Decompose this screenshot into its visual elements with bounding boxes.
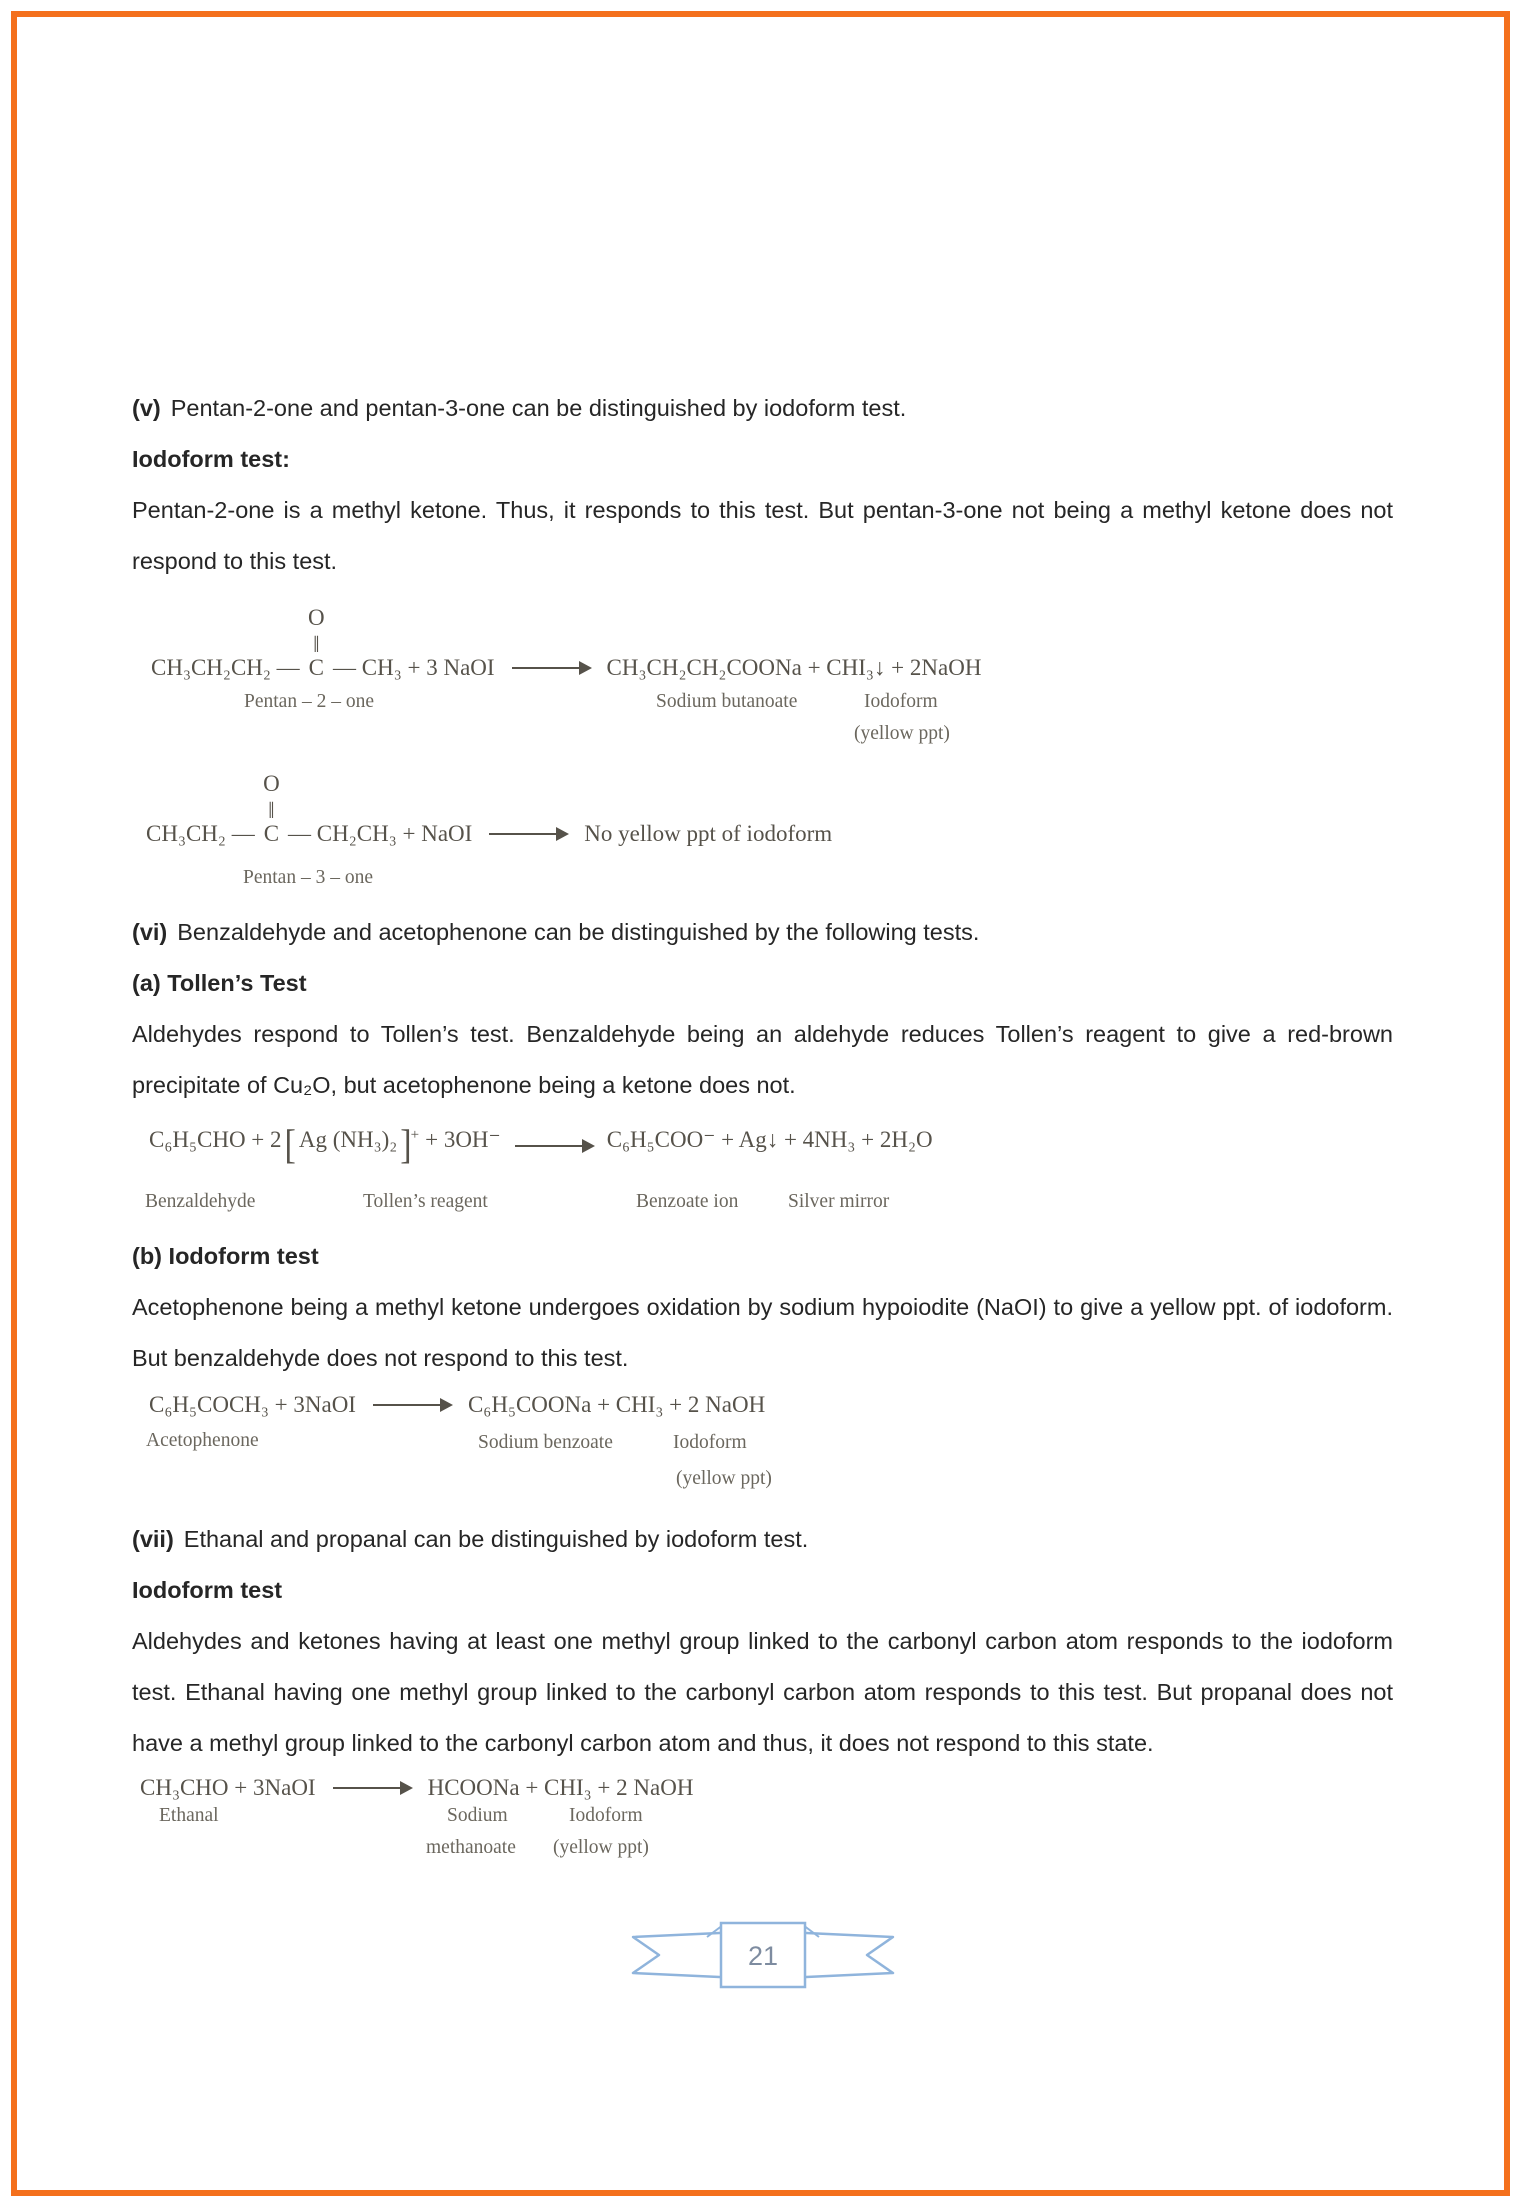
compound-label: Sodium butanoate bbox=[656, 691, 798, 712]
para-vi-intro-text: Benzaldehyde and acetophenone can be distinguished by the following tests. bbox=[177, 919, 980, 945]
double-bond: ‖ bbox=[268, 798, 275, 823]
compound-label: (yellow ppt) bbox=[854, 723, 950, 744]
compound-label: Tollen’s reagent bbox=[363, 1191, 488, 1212]
compound-label: Sodium benzoate bbox=[478, 1432, 613, 1453]
reaction-ethanal bbox=[132, 1775, 1393, 1881]
reaction-arrow-icon bbox=[373, 1404, 451, 1407]
oxygen-atom: O bbox=[308, 605, 325, 630]
compound-label: Benzaldehyde bbox=[145, 1191, 256, 1212]
formula-segment: CH₃CH₂CH₂ — bbox=[151, 655, 300, 680]
compound-label: Acetophenone bbox=[146, 1430, 259, 1451]
oxygen-atom: O bbox=[263, 771, 280, 796]
para-vi-intro bbox=[132, 907, 1393, 958]
reaction-arrow-icon bbox=[333, 1787, 411, 1790]
para-v-intro-text: Pentan-2-one and pentan-3-one can be distinguished by iodoform test. bbox=[170, 395, 907, 421]
equation-labels bbox=[132, 1418, 1393, 1514]
para-vii-intro-text: Ethanal and propanal can be distinguished by iodoform test. bbox=[183, 1526, 809, 1552]
compound-label: Iodoform bbox=[569, 1805, 643, 1826]
equation-labels bbox=[132, 847, 1393, 907]
reaction-tollens bbox=[132, 1123, 1393, 1231]
para-iodoform-b-body: Acetophenone being a methyl ketone undergoes oxidation by sodium hypoiodite (NaOI) to give a yellow ppt. of iodoform. But benzaldehyde does not respond to this test. bbox=[132, 1294, 1393, 1371]
page-number: 21 bbox=[747, 1941, 778, 1971]
bracket-open: [ bbox=[284, 1123, 296, 1168]
heading-iodoform-test-vii: Iodoform test bbox=[132, 1577, 283, 1603]
formula-segment: C₆H₅COONa + CHI₃ + 2 NaOH bbox=[467, 1392, 766, 1417]
heading-iodoform-test-v: Iodoform test: bbox=[132, 446, 290, 472]
formula-segment: CH₃CH₂CH₂COONa + CHI₃↓ + 2NaOH bbox=[606, 655, 982, 680]
compound-label: (yellow ppt) bbox=[676, 1468, 772, 1489]
compound-label: Iodoform bbox=[864, 691, 938, 712]
compound-label: Iodoform bbox=[673, 1432, 747, 1453]
reaction-arrow-icon bbox=[512, 667, 590, 670]
formula-segment: + 3OH⁻ bbox=[425, 1127, 501, 1152]
ribbon-banner-icon bbox=[613, 1915, 913, 1995]
equation-labels bbox=[132, 681, 1393, 757]
carbon-atom: C bbox=[308, 655, 325, 680]
para-vii-body: Aldehydes and ketones having at least one methyl group linked to the carbonyl carbon atom responds to the iodoform test. Ethanal having one methyl group linked to the carbonyl carbon atom responds to this test. But propanal does not have a methyl group linked to the carbonyl carbon atom and thus, it does not respond to this state. bbox=[132, 1628, 1393, 1756]
para-v-intro bbox=[132, 383, 1393, 434]
double-bond: ‖ bbox=[313, 632, 320, 657]
charge-superscript: + bbox=[410, 1127, 420, 1143]
carbonyl-oxygen bbox=[263, 770, 280, 824]
compound-label: methanoate bbox=[426, 1837, 516, 1858]
page-number-ribbon bbox=[132, 1915, 1393, 2000]
reaction-pentan-3-one bbox=[132, 759, 1393, 907]
formula-segment: CH₃CHO + 3NaOI bbox=[140, 1775, 316, 1800]
reaction-arrow-icon bbox=[515, 1145, 593, 1148]
formula-segment: HCOONa + CHI₃ + 2 NaOH bbox=[427, 1775, 694, 1800]
item-marker-vi: (vi) bbox=[132, 919, 168, 945]
carbonyl-group bbox=[308, 605, 325, 681]
compound-label: Sodium bbox=[447, 1805, 508, 1826]
para-vii-intro bbox=[132, 1514, 1393, 1565]
compound-label: (yellow ppt) bbox=[553, 1837, 649, 1858]
formula-segment: — CH₃ + 3 NaOI bbox=[333, 655, 495, 680]
reaction-acetophenone bbox=[132, 1392, 1393, 1514]
equation-labels bbox=[132, 1165, 1393, 1231]
para-v-body: Pentan-2-one is a methyl ketone. Thus, it responds to this test. But pentan-3-one not being a methyl ketone does not respond to this test. bbox=[132, 497, 1393, 574]
page-content bbox=[132, 383, 1393, 2000]
item-marker-vii: (vii) bbox=[132, 1526, 174, 1552]
equation-labels bbox=[132, 1801, 1393, 1881]
compound-label: Benzoate ion bbox=[636, 1191, 739, 1212]
compound-label: Silver mirror bbox=[788, 1191, 890, 1212]
compound-label: Pentan – 2 – one bbox=[244, 691, 374, 712]
item-marker-v: (v) bbox=[132, 395, 161, 421]
formula-segment: — CH₂CH₃ + NaOI bbox=[288, 821, 473, 846]
compound-label: Pentan – 3 – one bbox=[243, 867, 373, 888]
heading-tollens-test: (a) Tollen’s Test bbox=[132, 970, 307, 996]
formula-segment: No yellow ppt of iodoform bbox=[584, 821, 833, 846]
carbonyl-oxygen bbox=[308, 604, 325, 658]
bracket-close: ] bbox=[400, 1123, 412, 1168]
compound-label: Ethanal bbox=[159, 1805, 219, 1826]
formula-segment: C₆H₅CHO + 2 bbox=[149, 1127, 282, 1152]
carbonyl-group bbox=[263, 771, 280, 847]
carbon-atom: C bbox=[263, 821, 280, 846]
formula-segment: C₆H₅COCH₃ + 3NaOI bbox=[149, 1392, 356, 1417]
heading-iodoform-test-b: (b) Iodoform test bbox=[132, 1243, 319, 1269]
reaction-pentan-2-one bbox=[132, 593, 1393, 757]
formula-segment: Ag (NH₃)₂ bbox=[298, 1127, 398, 1152]
para-tollens-body: Aldehydes respond to Tollen’s test. Benzaldehyde being an aldehyde reduces Tollen’s reagent to give a red-brown precipitate of Cu₂O, but acetophenone being a ketone does not. bbox=[132, 1021, 1393, 1098]
formula-segment: C₆H₅COO⁻ + Ag↓ + 4NH₃ + 2H₂O bbox=[606, 1127, 933, 1152]
formula-segment: CH₃CH₂ — bbox=[146, 821, 255, 846]
reaction-arrow-icon bbox=[489, 833, 567, 836]
